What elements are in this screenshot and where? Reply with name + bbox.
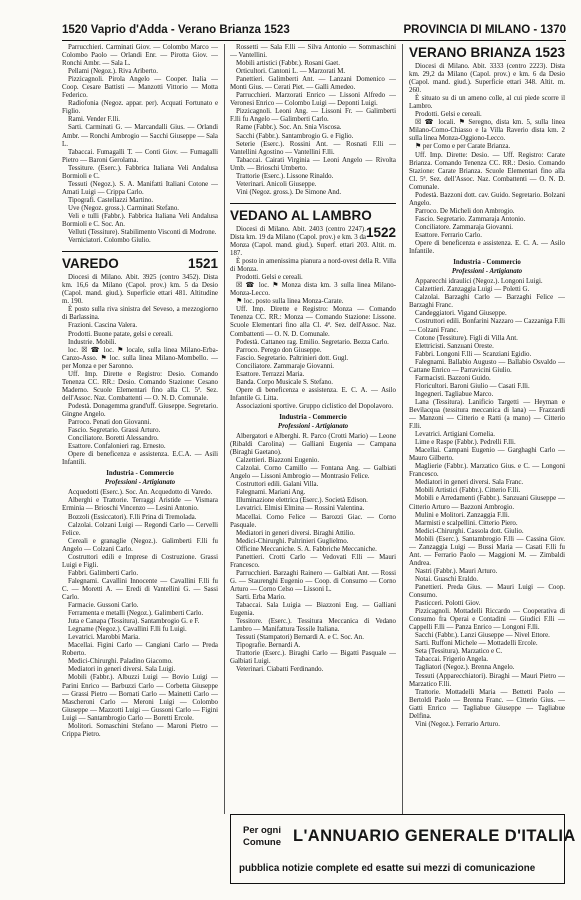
directory-entry: Mediatori in generi diversi. Biraghi Attilio. <box>236 529 355 537</box>
directory-entry: Levatrici. Marobbi Maria. <box>68 634 140 642</box>
directory-entry: Costruttori edili. Galani Villa. <box>236 481 319 489</box>
town-opere: Opere di beneficenza e assistenza. E. C. A. — Asilo Infantile G. Litta. <box>230 386 396 402</box>
town-clergy: Parroco. De Micheli don Ambrogio. <box>415 207 515 215</box>
directory-entry: Rame (Fabbr.). Soc. An. Snia Viscosa. <box>236 124 342 132</box>
directory-entry: Apparecchi idraulici (Negoz.). Longoni Luigi. <box>415 278 543 286</box>
directory-entry: Elettricisti. Sanzuani Oreste. <box>415 342 494 350</box>
directory-entry: Tagliatori (Negoz.). Brenna Angelo. <box>415 664 515 672</box>
town-intro: Diocesi di Milano. Abit. 2403 (centro 2247). Dista km. 19 da Milano (Capol. prov.) e km. 3 da Monza (Capol. mand. giud.). Superf. ettari 203. Altit. m. 187. <box>230 225 396 258</box>
town-esattore: Esattore. Ferrario Carlo. <box>415 231 482 239</box>
column-1 <box>62 44 218 886</box>
directory-entry: Sarti. Carminati G. — Marcandalli Gius. — Orlandi Ambr. — Ronchi Ambrogio — Sacchi Giuseppe — Sala L. <box>62 124 218 148</box>
directory-entry: Mobili (Eserc.). Santambrogio F.lli — Cassina Giov. — Zanzaggia Luigi — Bussi Maria — Casati F.lli fu Ant. — Ferrario Paolo — Maggioni M. — Zimbaldi Andrea. <box>409 535 565 567</box>
town-offices: Uff. Imp. Dirette e Registro: Desio. Comando Tenenza CC. RR.: Desio. Comando Stazione: Cesano Maderno. Scuole Elementari fino alla Cl. 5ª. Sez. dell'Assoc. Naz. Combattenti — O. N. D. Comunale. <box>62 370 218 402</box>
town-clergy: Parroco. Penati don Giovanni. <box>68 419 152 427</box>
directory-entry: Farmacie. Gussoni Carlo. <box>68 602 139 610</box>
header-right: PROVINCIA DI MILANO - 1370 <box>403 24 566 36</box>
town-name: VEDANO AL LAMBRO <box>230 207 372 223</box>
town-frazioni: Frazioni. Cascina Valera. <box>68 322 138 330</box>
directory-entry: Panettieri. Crotti Carlo — Vedovati F.lli — Mauri Francesco. <box>230 553 396 569</box>
town-podesta: Podestà. Donagemma grand'uff. Giuseppe. Segretario. Gingne Angelo. <box>62 402 218 418</box>
directory-entry: Falegnami. Mariani Ang. <box>236 489 306 497</box>
town-name: VERANO BRIANZA <box>409 45 532 60</box>
directory-entry: Calzettieri. Biazzoni Eugenio. <box>236 457 320 465</box>
directory-entry: Sacchi (Fabbr.). Lanzi Giuseppe — Nivel Ettore. <box>415 632 550 640</box>
town-number: 1523 <box>534 45 565 60</box>
directory-entry: Tessuti (Negoz.). S. A. Manifatti Italiani Cotone — Amati Luigi — Crippa Carlo. <box>62 180 218 196</box>
column-3 <box>409 44 565 886</box>
directory-entry: Pizzicagnoli. Mottadelli Riccardo — Cooperativa di Consumo fra Operai e Contadini — Giudici F.lli — Cappelli F.lli — Panza Enrico — Longoni F.lli. <box>409 608 565 632</box>
town-name: VAREDO <box>62 256 119 272</box>
varedo-continued-entries <box>230 44 396 197</box>
town-conciliatore: Conciliatore. Boretti Alessandro. <box>68 435 159 443</box>
directory-entry: Trattorie. Mottadelli Maria — Bettetti Paolo — Bertoldi Paolo — Brenna Franc. — Citterio Gius. — Gatti Enrico — Tagliabue Giuseppe — Tagliabue Delfina. <box>409 688 565 720</box>
town-offices: Uff. Imp. Dirette: Desio. — Uff. Registro: Carate Brianza. Comando Tenenza CC. RR.: Desio. Comando Stazione: Carate Brianza. Scuole Elementari fino alla Cl. 5ª. Sez. dell'Assoc. Naz. Combattenti — O. N. D. Comunale. <box>409 151 565 191</box>
town-esattore: Esattore. Terrazzi Maria. <box>236 370 305 378</box>
town-fascio: Fascio. Segretario. Grassi Arturo. <box>68 427 161 435</box>
town-conciliatore: Conciliatore. Zammaraja Giovanni. <box>415 223 513 231</box>
town-fascio: Fascio. Segretario. Paltrinieri dott. Gugl. <box>236 354 349 362</box>
directory-entry: Calzolai. Corno Camillo — Fontana Ang. — Galbiati Angelo — Lissoni Ambrogio — Montrasio Felice. <box>230 465 396 481</box>
directory-entry: Verniciatori. Colombo Giulio. <box>68 237 151 245</box>
town-esattore: Esattore. Confalonieri rag. Ernesto. <box>68 443 166 451</box>
directory-entry: Pizzicagnoli. Leoni Ang. — Lissoni Fr. — Galimberti F.lli fu Angelo — Galimberti Carlo. <box>230 108 396 124</box>
directory-entry: Medici-Chirurghi. Paladino Giacomo. <box>68 658 173 666</box>
ad-left-text: Per ogni Comune <box>242 825 281 848</box>
town-industries: Industrie. Mobili. <box>68 338 117 346</box>
town-products: Prodotti. Gelsi e cereali. <box>236 274 303 282</box>
directory-entry: Calzettieri. Zanzaggia Luigi — Poletti G. <box>415 286 530 294</box>
directory-entry: Parrucchieri. Barzaghi Rainero — Galbiati Ant. — Rossi G. — Staurenghi Eugenio — Coop. di Consumo — Corno Arturo — Corno Celso — Lissoni L. <box>230 569 396 593</box>
town-conciliatore: Conciliatore. Zammaraje Giovanni. <box>236 362 334 370</box>
directory-entry: Tabaccai. Frigerio Angela. <box>415 656 488 664</box>
directory-entry: Macellai. Figini Carlo — Cangiani Carlo — Preda Roberto. <box>62 642 218 658</box>
section-subtitle: Professioni - Artigianato <box>104 479 176 487</box>
town-opere: Opere di beneficenza e assistenza. E. C. A. — Asilo Infantile. <box>409 240 565 256</box>
directory-entry: Floricultori. Baroni Giulio — Casati F.lli. <box>415 382 530 390</box>
directory-entry: Costruttori edili. Bonfarini Nazzaro — Cazzaniga F.lli — Colzani Franc. <box>409 318 565 334</box>
directory-entry: Calzolai. Colzani Luigi — Regondi Carlo — Cervelli Felice. <box>62 521 218 537</box>
directory-entry: Parrucchieri. Marzorati Enrico — Lissoni Alfredo — Veronesi Enrico — Colombo Luigi — Deponti Luigi. <box>230 92 396 108</box>
directory-entry: Juta e Canapa (Tessitura). Santambrogio G. e F. <box>68 618 200 626</box>
directory-entry: Seterie (Eserc.). Rossini Ant. — Rosnati F.lli — Vantellini Agostino — Vantellini F.lli. <box>230 140 396 156</box>
section-title: Industria - Commercio <box>106 470 174 478</box>
directory-entry: Pizzicagnoli. Pirola Angelo — Cooper. Italia — Coop. Cesare Battisti — Manzotti Vittorio — Motta Federico. <box>62 76 218 100</box>
directory-entry: Marmisti e scalpellini. Citterio Piero. <box>415 519 518 527</box>
directory-entry: Illuminazione elettrica (Eserc.). Società Edison. <box>236 497 368 505</box>
directory-entry: Vini (Negoz. gross.). De Simone And. <box>236 188 342 196</box>
town-podesta: Podestà. Bazzoni dott. cav. Guido. Segretario. Bolzani Angelo. <box>409 191 565 207</box>
directory-entry: Mulini e Molitori. Zanzaggia F.lli. <box>415 511 510 519</box>
directory-entry: Panettieri. Preda Gius. — Mauri Luigi — Coop. Consumo. <box>409 584 565 600</box>
directory-entry: Sarti. Ruffoni Michele — Mottadelli Ercole. <box>415 640 538 648</box>
town-postal: ☒ ☎ loc. ⚑ Monza dista km. 3 sulla linea Milano-Monza-Lecco. <box>230 282 396 298</box>
directory-entry: Velluti (Tessiture). Stabilimento Visconti di Modrone. <box>68 229 217 237</box>
town-heading-varedo <box>62 251 218 272</box>
directory-entry: Tessuti (Apparecchiatori). Biraghi — Mauri Pietro — Marzatico F.lli. <box>409 672 565 688</box>
advertisement-box <box>230 814 576 884</box>
directory-entry: Orticultori. Cantoni L. — Marzorati M. <box>236 68 346 76</box>
column-rule <box>402 44 403 814</box>
directory-entry: Parrucchieri. Carminati Giov. — Colombo Marco — Colombo Paolo — Orlandi Enr. — Pirotta Giov. — Ronchi Ambr. — Sala L. <box>62 44 218 68</box>
directory-entry: Mobili artistici (Fabbr.). Rosani Gaet. <box>236 60 340 68</box>
town-number: 1521 <box>187 256 218 272</box>
town-postal: ☒ ☎ locali. ⚑ Seregno, dista km. 5, sulla linea Milano-Como-Chiasso e la Villa Raverio dista km. 2 sulla linea Monza-Oggiono-Lecco. <box>409 119 565 143</box>
directory-entry: Cereali e granaglie (Negoz.). Galimberti F.lli fu Angelo — Colzani Carlo. <box>62 537 218 553</box>
town-line: ⚑ per Como e per Carate Brianza. <box>415 143 511 151</box>
section-title: Industria - Commercio <box>453 259 521 267</box>
directory-entry: Ferramenta e metalli (Negoz.). Galimberti Carlo. <box>68 610 204 618</box>
directory-entry: Trattorie (Eserc.). Biraghi Carlo — Bigatti Pasquale — Galbiati Luigi. <box>230 650 396 666</box>
directory-entry: Veterinari. Ciabatti Ferdinando. <box>236 666 324 674</box>
directory-entry: Falegnami. Ballabio Augusto — Ballabio Osvaldo — Cattane Enrico — Parravicini Giulio. <box>409 358 565 374</box>
town-description: È posto in amenissima pianura a nord-ovest della R. Villa di Monza. <box>230 258 396 274</box>
directory-entry: Fabbri. Longoni F.lli — Scanziani Egidio. <box>415 350 532 358</box>
directory-entry: Officine Meccaniche. S. A. Fabbriche Meccaniche. <box>236 545 377 553</box>
directory-entry: Tipografi. Castellazzi Martino. <box>68 196 154 204</box>
town-postal: loc. ☒ ☎ loc. ⚑ locale, sulla linea Milano-Erba-Canzo-Asso. ⚑ loc. sulla linea Milano-Mombello. — per Monza e per Saronno. <box>62 346 218 370</box>
directory-entry: Mobili Artistici (Fabbr.). Citterio F.lli. <box>415 487 521 495</box>
directory-entry: Tessuti (Stampatori) Bernardi A. e C. Soc. An. <box>236 634 364 642</box>
directory-entry: Cotone (Tessiture). Figli di Villa Ant. <box>415 334 518 342</box>
directory-entry: Tessitore. (Eserc.). Tessitura Meccanica di Vedano Lambro — Manifattura Tessile Italiana. <box>230 618 396 634</box>
town-offices: Uff. Imp. Dirette e Registro: Monza — Comando Tenenza CC. RR.: Monza — Comando Stazione: Lissone. Scuole Elementari fino alla Cl. 4ª. Sez. dell'Assoc. Naz. Combattenti — O. N. D. Comunale. <box>230 306 396 338</box>
section-subtitle: Professioni - Artigianato <box>277 423 349 431</box>
directory-entry: Mediatori in generi diversi. Sala Franc. <box>415 479 524 487</box>
directory-entry: Acquedotti (Eserc.). Soc. An. Acquedotto di Varedo. <box>68 489 213 497</box>
directory-entry: Alberghi e Trattorie. Terraggi Aristide — Vismara Erminia — Brioschi Vincenzo — Lesini Antonio. <box>62 497 218 513</box>
directory-entry: Panettieri. Galimberti Ant. — Lanzani Domenico — Monti Gius. — Cerati Piet. — Galli Amedeo. <box>230 76 396 92</box>
directory-entry: Macellai. Campani Eugenio — Garghaghi Carlo — Mauro Gilberto. <box>409 447 565 463</box>
town-line: ⚑ loc. posto sulla linea Monza-Carate. <box>236 298 344 306</box>
directory-entry: Candeggiatori. Vigand Giuseppe. <box>415 310 507 318</box>
town-heading-verano <box>409 44 565 61</box>
town-intro: Diocesi di Milano. Abit. 3925 (centro 3452). Dista km. 16,6 da Milano (Capol. prov.) km. 5 da Desio (Capol. mand. giud.). Superficie ettari 481. Altitudine m. 190. <box>62 274 218 306</box>
directory-entry: Levatrici. Artigiani Cornelia. <box>415 431 495 439</box>
directory-entry: Calzolai. Barzaghi Carlo — Barzaghi Felice — Barzaghi Franc. <box>409 294 565 310</box>
directory-entry: Veli e tulli (Fabbr.). Fabbrica Italiana Veli Andalusa Bormioli e C. Soc. An. <box>62 212 218 229</box>
column-2 <box>230 44 396 886</box>
verano-entries <box>409 278 565 729</box>
directory-entry: Levatrici. Elmisi Elmina — Rossini Valentina. <box>236 505 365 513</box>
directory-entry: Bozzoli (Essiccatori). F.lli Prina di Tremolada. <box>68 513 197 521</box>
directory-entry: Costruttori edili e Imprese di Costruzione. Grassi Luigi e Figli. <box>62 553 218 569</box>
directory-entry: Nastri (Fabbr.). Mauri Arturo. <box>415 567 498 575</box>
directory-entry: Rami. Vender F.lli. <box>68 116 120 124</box>
directory-entry: Trattorie (Eserc.). Lissone Rinaldo. <box>236 172 334 180</box>
directory-entry: Sacchi (Fabbr.). Santambrogio G. e Figlio. <box>236 132 354 140</box>
directory-entry: Rossetti — Sala F.lli — Silva Antonio — Sommaschini — Vantellini. <box>230 44 396 60</box>
directory-entry: Falegnami. Cavallini Innocente — Cavallini F.lli fu C. — Moretti A. — Eredi di Vantellini G. — Sassi Carlo. <box>62 577 218 601</box>
section-subtitle: Professioni - Artigianato <box>451 268 523 276</box>
directory-entry: Uve (Negoz. gross.). Carminati Stefano. <box>68 204 179 212</box>
directory-entry: Notai. Guaschi Eraldo. <box>415 575 479 583</box>
directory-entry: Mobili (Fabbr.). Albuzzi Luigi — Bovio Luigi — Parini Enrico — Barbuzzi Carlo — Corbetta Giuseppe — Grassi Pietro — Bornati Carlo — Mainetti Carlo — Mascheroni Carlo — Meroni Luigi — Colombo Giuseppe — Mazzotti Luigi — Gussoni Carlo — Figini Luigi — Santambrogio Carlo — Boretti Ercole. <box>62 674 218 722</box>
town-heading-vedano <box>230 203 396 240</box>
directory-entry: Radiofonia (Negoz. appar. per). Acquati Fortunato e Figlio. <box>62 100 218 116</box>
directory-entry: Pellami (Negoz.). Riva Ariberto. <box>68 68 158 76</box>
directory-entry: Tabaccai. Sala Luigia — Biazzoni Eug. — Galliani Eugenia. <box>230 602 396 618</box>
directory-entry: Tessiture. (Eserc.). Fabbrica Italiana Veli Andalusa Bormioli e C. <box>62 164 218 180</box>
column-rule <box>224 44 225 814</box>
directory-entry: Tipografie. Bernardi A. <box>236 642 301 650</box>
town-intro: Diocesi di Milano. Abit. 3333 (centro 2223). Dista km. 29,2 da Milano (Capol. prov.) e km. 6 da Desio (Capol. mand. giud.). Superficie ettari 348. Altit. m. 260. <box>409 63 565 95</box>
directory-entry: Macellai. Corno Felice — Barozzi Giac. — Corno Pasquale. <box>230 513 396 529</box>
directory-entry: Medici-Chirurghi. Cassola dott. Giulio. <box>415 527 524 535</box>
ad-tagline: pubblica notizie complete ed esatte sui mezzi di comunicazione <box>239 863 536 874</box>
header-left: 1520 Vaprio d'Adda - Verano Brianza 1523 <box>62 24 290 36</box>
directory-entry: Molitori. Somaschini Stefano — Maroni Pietro — Crippa Pietro. <box>62 722 218 738</box>
town-banda: Banda. Corpo Musicale S. Stefano. <box>236 378 334 386</box>
directory-entry: Veterinari. Anicoli Giuseppe. <box>236 180 317 188</box>
town-clergy: Parroco. Perego don Giuseppe. <box>236 346 322 354</box>
town-fascio: Fascio. Segretario. Zammaraja Antonio. <box>415 215 526 223</box>
directory-entry: Albergatori e Alberghi. R. Parco (Crotti Mario) — Leone (Ribaldi Carolina) — Galliani Eugenia — Campana (Biraghi Gaetano). <box>230 433 396 457</box>
town-products: Prodotti. Gelsi e cereali. <box>415 111 482 119</box>
directory-entry: Tabaccai. Fumagalli T. — Conti Giov. — Fumagalli Pietro — Baroni Gerolama. <box>62 148 218 164</box>
directory-entry: Lime e Raspe (Fabbr.). Pedrelli F.lli. <box>415 439 516 447</box>
directory-entry: Medici-Chirurghi. Paltrinieri Guglielmo. <box>236 537 349 545</box>
town-associazioni: Associazioni sportive. Gruppo ciclistico del Dopolavoro. <box>236 402 394 410</box>
directory-entry: Lana (Tessitura). Lanificio Targetti — Heyman e Bevilacqua (tessitura meccanica di lana) — Frazzardi — Manzoni — Citterio e Ratti (a mano) — Citterio F.lli. <box>409 398 565 431</box>
town-podesta: Podestà. Cattaneo rag. Emilio. Segretario. Bezza Carlo. <box>236 338 389 346</box>
town-number: 1522 <box>365 224 396 240</box>
directory-entry: Mediatori in generi diversi. Sala Luigi. <box>68 666 176 674</box>
directory-entry: Ingegneri. Tagliabue Marco. <box>415 390 494 398</box>
directory-entry: Tabaccai. Cairati Virginia — Leoni Angelo — Rivolta Umb. — Brioschi Umberto. <box>230 156 396 172</box>
directory-entry: Legname (Negoz.). Cavallini F.lli fu Luigi. <box>68 626 187 634</box>
directory-entry: Mobili e Arredamenti (Fabbr.). Sanzuani Giuseppe — Citterio Arturo — Bazzoni Ambrogio. <box>409 495 565 511</box>
directory-entry: Sarti. Erba Mario. <box>236 594 286 601</box>
directory-entry: Fabbri. Galimberti Carlo. <box>68 569 139 577</box>
vaprio-entries <box>62 44 218 245</box>
directory-entry: Farmacisti. Bazzoni Guido. <box>415 374 491 382</box>
section-title: Industria - Commercio <box>279 413 347 421</box>
directory-entry: Pasticceri. Polotti Giov. <box>415 600 481 608</box>
page-header <box>62 22 566 41</box>
town-products: Prodotti. Buone patate, gelsi e cereali. <box>68 330 173 338</box>
town-description: È posto sulla riva sinistra del Seveso, a mezzogiorno di Barlassina. <box>62 306 218 322</box>
directory-entry: Vini (Negoz.). Ferrario Arturo. <box>415 720 500 728</box>
town-opere: Opere di beneficenza e assistenza. E.C.A. — Asili Infantili. <box>62 451 218 467</box>
town-description: È situato su di un ameno colle, al cui piede scorre il Lambro. <box>409 95 565 111</box>
ad-title: L'ANNUARIO GENERALE D'ITALIA <box>293 827 576 845</box>
directory-entry: Maglierie (Fabbr.). Marzatico Gius. e C. — Longoni Francesco. <box>409 463 565 479</box>
vedano-entries <box>230 433 396 674</box>
varedo-entries <box>62 489 218 738</box>
directory-entry: Seta (Tessitura). Marzatico e C. <box>415 648 503 656</box>
